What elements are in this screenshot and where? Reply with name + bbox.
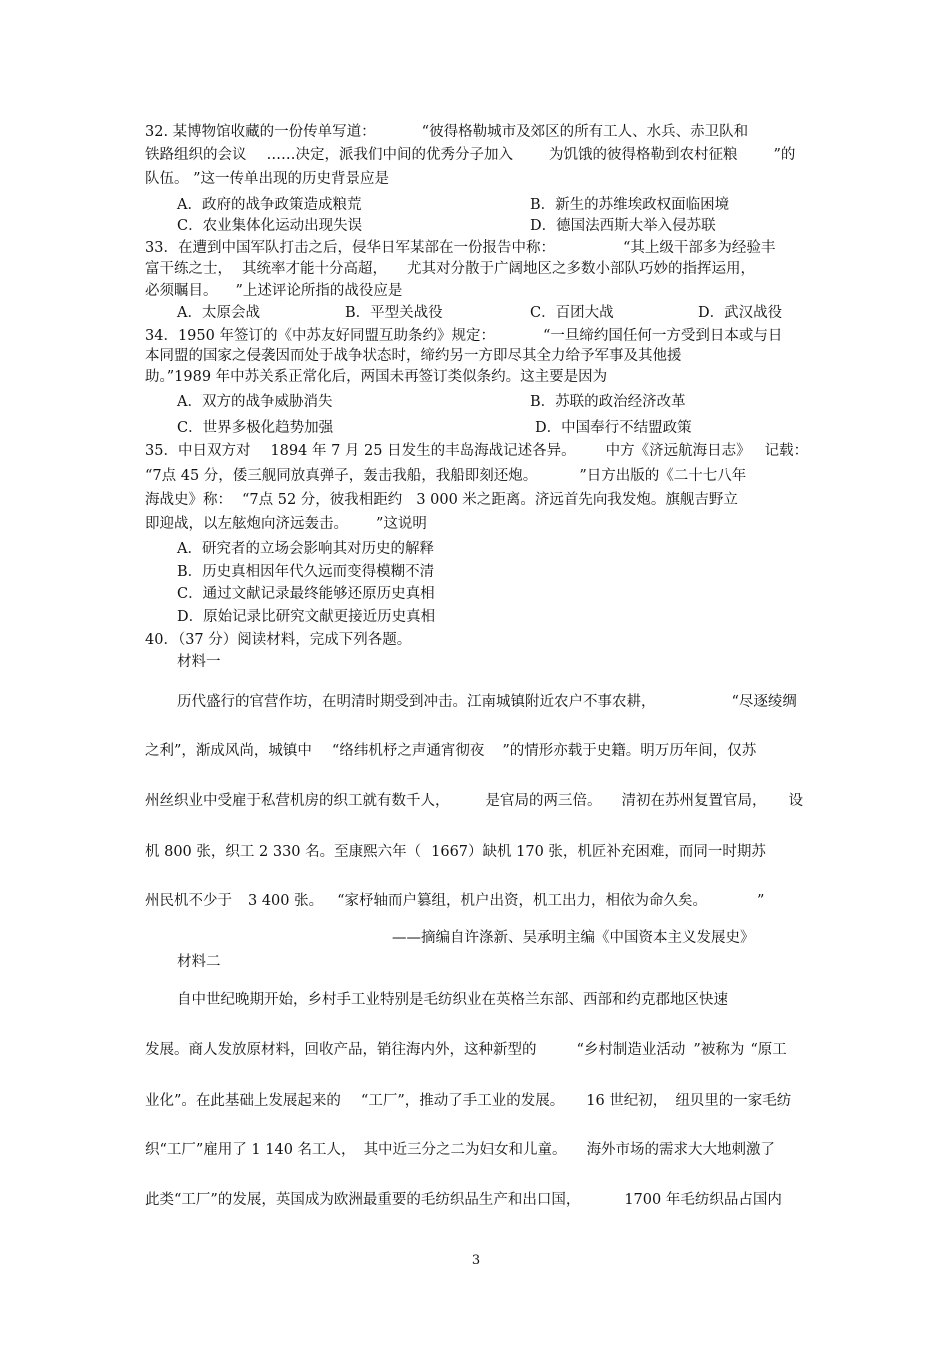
q40-heading: 40．（37 分）阅读材料，完成下列各题。 xyxy=(145,632,412,648)
q34-line-2: 本同盟的国家之侵袭因而处于战争状态时，缔约另一方即尽其全力给予军事及其他援 xyxy=(145,348,682,364)
q34-option-d[interactable]: D．中国奉行不结盟政策 xyxy=(535,420,692,436)
material-2-title: 材料二 xyxy=(177,954,221,970)
q33-line-3: 必须瞩目。 ”上述评论所指的战役应是 xyxy=(145,283,403,299)
m2-line-5: 此类“工厂”的发展，英国成为欧洲最重要的毛纺织品生产和出口国， 1700 年毛纺织品占国内 xyxy=(145,1192,782,1208)
q32-line-3: 队伍。 ”这一传单出现的历史背景应是 xyxy=(145,171,390,187)
q34-line-1: 34．1950 年签订的《中苏友好同盟互助条约》规定： “一旦缔约国任何一方受到日本或与日 xyxy=(145,328,783,344)
m1-line-5: 州民机不少于 3 400 张。 “家杼轴而户篡组，机户出资，机工出力，相依为命久矣。 ” xyxy=(145,893,765,909)
material-1-title: 材料一 xyxy=(177,654,221,670)
m1-line-2: 之利”，渐成风尚，城镇中 “络纬机杼之声通宵彻夜 ”的情形亦载于史籍。明万历年间，仅苏 xyxy=(145,743,757,759)
q34-line-3: 助。”1989 年中苏关系正常化后，两国未再签订类似条约。这主要是因为 xyxy=(145,369,608,385)
q33-option-b[interactable]: B．平型关战役 xyxy=(345,305,443,321)
q32-option-d[interactable]: D．德国法西斯大举入侵苏联 xyxy=(530,218,716,234)
q32-line-1: 32. 某博物馆收藏的一份传单写道： “彼得格勒城市及郊区的所有工人、水兵、赤卫队和 xyxy=(145,124,749,140)
q32-option-b[interactable]: B．新生的苏维埃政权面临困境 xyxy=(530,197,730,213)
q35-line-2: “7点 45 分，倭三舰同放真弹子，轰击我船，我船即刻还炮。 ”日方出版的《二十七八年 xyxy=(145,468,747,484)
q34-option-c[interactable]: C．世界多极化趋势加强 xyxy=(177,420,334,436)
q35-line-3: 海战史》称： “7点 52 分，彼我相距约 3 000 米之距离。济远首先向我发炮。旗舰吉野立 xyxy=(145,492,738,508)
page-number: 3 xyxy=(471,1253,481,1268)
q34-option-a[interactable]: A．双方的战争威胁消失 xyxy=(177,394,333,410)
q33-option-a[interactable]: A．太原会战 xyxy=(177,305,260,321)
m1-line-1: 历代盛行的官营作坊，在明清时期受到冲击。江南城镇附近农户不事农耕， “尽逐绫绸 xyxy=(177,694,797,710)
q32-line-2: 铁路组织的会议 ……决定，派我们中间的优秀分子加入 为饥饿的彼得格勒到农村征粮 ”的 xyxy=(145,147,796,163)
q35-option-d[interactable]: D．原始记录比研究文献更接近历史真相 xyxy=(177,609,436,625)
q33-line-1: 33．在遭到中国军队打击之后，侵华日军某部在一份报告中称： “其上级干部多为经验丰 xyxy=(145,240,776,256)
q35-option-b[interactable]: B．历史真相因年代久远而变得模糊不清 xyxy=(177,564,435,580)
q33-option-d[interactable]: D．武汉战役 xyxy=(698,305,783,321)
m1-line-4: 机 800 张，织工 2 330 名。至康熙六年（ 1667）缺机 170 张，机匠补充困难，而同一时期苏 xyxy=(145,844,766,860)
q32-option-a[interactable]: A．政府的战争政策造成粮荒 xyxy=(177,197,362,213)
q32-option-c[interactable]: C．农业集体化运动出现失误 xyxy=(177,218,363,234)
q33-line-2: 富干练之士， 其统率才能十分高超， 尤其对分散于广阔地区之多数小部队巧妙的指挥运用， xyxy=(145,261,755,277)
q33-option-c[interactable]: C．百团大战 xyxy=(530,305,614,321)
q35-option-a[interactable]: A．研究者的立场会影响其对历史的解释 xyxy=(177,541,434,557)
m2-line-2: 发展。商人发放原材料，回收产品，销往海内外，这种新型的 “乡村制造业活动 ”被称为 “原工 xyxy=(145,1042,787,1058)
q34-option-b[interactable]: B．苏联的政治经济改革 xyxy=(530,394,686,410)
q35-line-4: 即迎战，以左舷炮向济远轰击。 ”这说明 xyxy=(145,516,427,532)
m2-line-4: 织“工厂”雇用了 1 140 名工人， 其中近三分之二为妇女和儿童。 海外市场的需求大大地刺激了 xyxy=(145,1142,776,1158)
q35-line-1: 35．中日双方对 1894 年 7 月 25 日发生的丰岛海战记述各异。 中方《济远航海日志》 记载： xyxy=(145,443,809,459)
material-1-source: ——摘编自许涤新、吴承明主编《中国资本主义发展史》 xyxy=(392,930,755,946)
m1-line-3: 州丝织业中受雇于私营机房的织工就有数千人， 是官局的两三倍。 清初在苏州复置官局， 设 xyxy=(145,793,803,809)
m2-line-1: 自中世纪晚期开始，乡村手工业特别是毛纺织业在英格兰东部、西部和约克郡地区快速 xyxy=(177,992,728,1008)
q35-option-c[interactable]: C．通过文献记录最终能够还原历史真相 xyxy=(177,586,435,602)
m2-line-3: 业化”。在此基础上发展起来的 “工厂”，推动了手工业的发展。 16 世纪初， 纽贝里的一家毛纺 xyxy=(145,1093,792,1109)
